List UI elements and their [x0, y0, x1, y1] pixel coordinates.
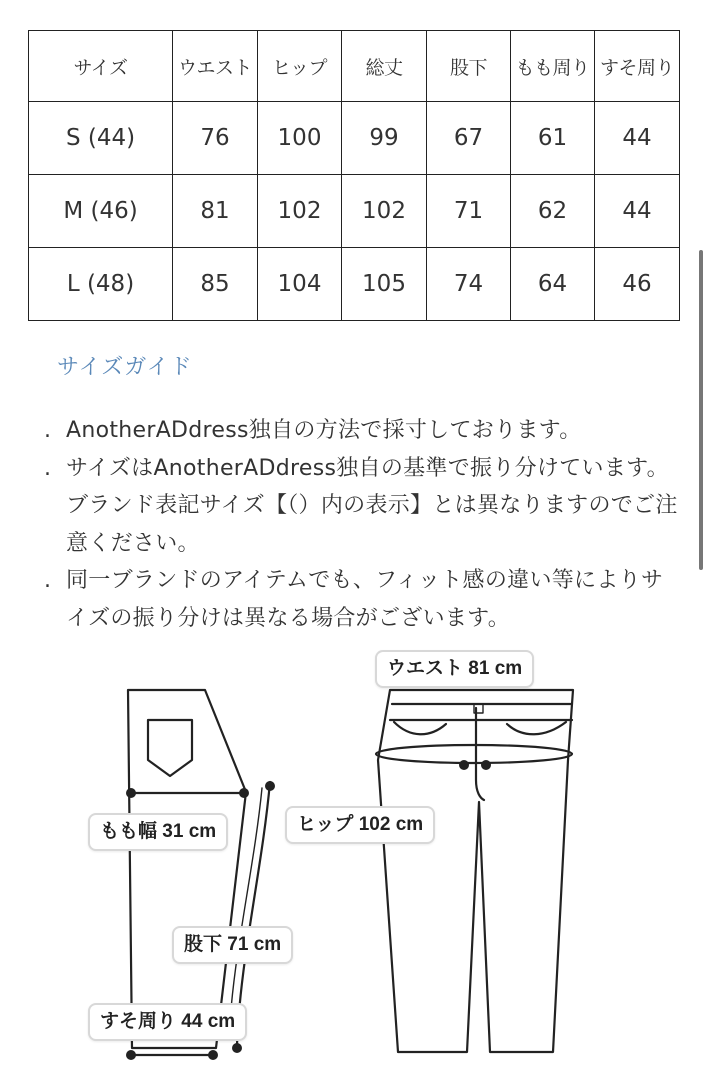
table-cell: 102 [342, 175, 427, 248]
table-cell: 44 [595, 175, 680, 248]
front-pocket-left [394, 722, 446, 734]
table-cell: 102 [258, 175, 342, 248]
hip-label: ヒップ 102 cm [285, 806, 435, 844]
table-cell: S (44) [29, 102, 173, 175]
thigh-marker-right [239, 788, 249, 798]
list-item [40, 562, 680, 637]
scrollbar[interactable] [699, 250, 703, 570]
side-view-outline [128, 690, 246, 1048]
table-cell: 64 [511, 248, 595, 321]
table-cell: 44 [595, 102, 680, 175]
table-cell: 46 [595, 248, 680, 321]
table-cell: 81 [173, 175, 258, 248]
inseam-marker-bottom [232, 1043, 242, 1053]
table-cell: 74 [427, 248, 511, 321]
table-cell: M (46) [29, 175, 173, 248]
front-pocket-right [507, 722, 566, 734]
thigh-label: もも幅 31 cm [88, 813, 228, 851]
header-waist: ウエスト [173, 31, 258, 102]
thigh-marker-left [126, 788, 136, 798]
table-cell: 105 [342, 248, 427, 321]
pants-measurement-diagram [0, 640, 707, 1080]
note-text: サイズはAnotherADdress独自の基準で振り分けています。ブランド表記サイズ【（）内の表示】とは異なりますのでご注意ください。 [66, 455, 678, 556]
table-cell: 62 [511, 175, 595, 248]
table-cell: 99 [342, 102, 427, 175]
back-pocket [148, 720, 192, 776]
table-row [29, 175, 680, 248]
table-cell: 104 [258, 248, 342, 321]
header-hip: ヒップ [258, 31, 342, 102]
note-text: 同一ブランドのアイテムでも、フィット感の違い等によりサイズの振り分けは異なる場合がございます。 [66, 568, 664, 631]
table-cell: 61 [511, 102, 595, 175]
hem-marker-left [126, 1050, 136, 1060]
hem-label: すそ周り 44 cm [88, 1003, 247, 1041]
table-cell: L (48) [29, 248, 173, 321]
bullet: . [44, 418, 52, 443]
hip-ellipse [376, 745, 572, 763]
bullet: . [44, 568, 52, 593]
table-row [29, 248, 680, 321]
hip-marker-right [481, 760, 491, 770]
header-size: サイズ [29, 31, 173, 102]
table-row [29, 102, 680, 175]
table-cell: 67 [427, 102, 511, 175]
size-table [28, 30, 680, 321]
fly-line [476, 708, 484, 800]
waist-label: ウエスト 81 cm [375, 650, 534, 688]
bullet: . [44, 455, 52, 481]
table-cell: 100 [258, 102, 342, 175]
header-inseam: 股下 [427, 31, 511, 102]
inseam-label: 股下 71 cm [172, 926, 293, 964]
table-cell: 71 [427, 175, 511, 248]
notes-list [40, 412, 680, 637]
table-header-row [29, 31, 680, 102]
header-hem: すそ周り [595, 31, 680, 102]
table-cell: 76 [173, 102, 258, 175]
list-item [40, 450, 680, 563]
inseam-marker-top [265, 781, 275, 791]
header-thigh: もも周り [511, 31, 595, 102]
table-cell: 85 [173, 248, 258, 321]
list-item [40, 412, 680, 450]
hem-marker-right [208, 1050, 218, 1060]
header-total-length: 総丈 [342, 31, 427, 102]
hip-marker-left [459, 760, 469, 770]
note-text: AnotherADdress独自の方法で採寸しております。 [66, 418, 582, 443]
size-guide-link[interactable]: サイズガイド [57, 355, 193, 380]
